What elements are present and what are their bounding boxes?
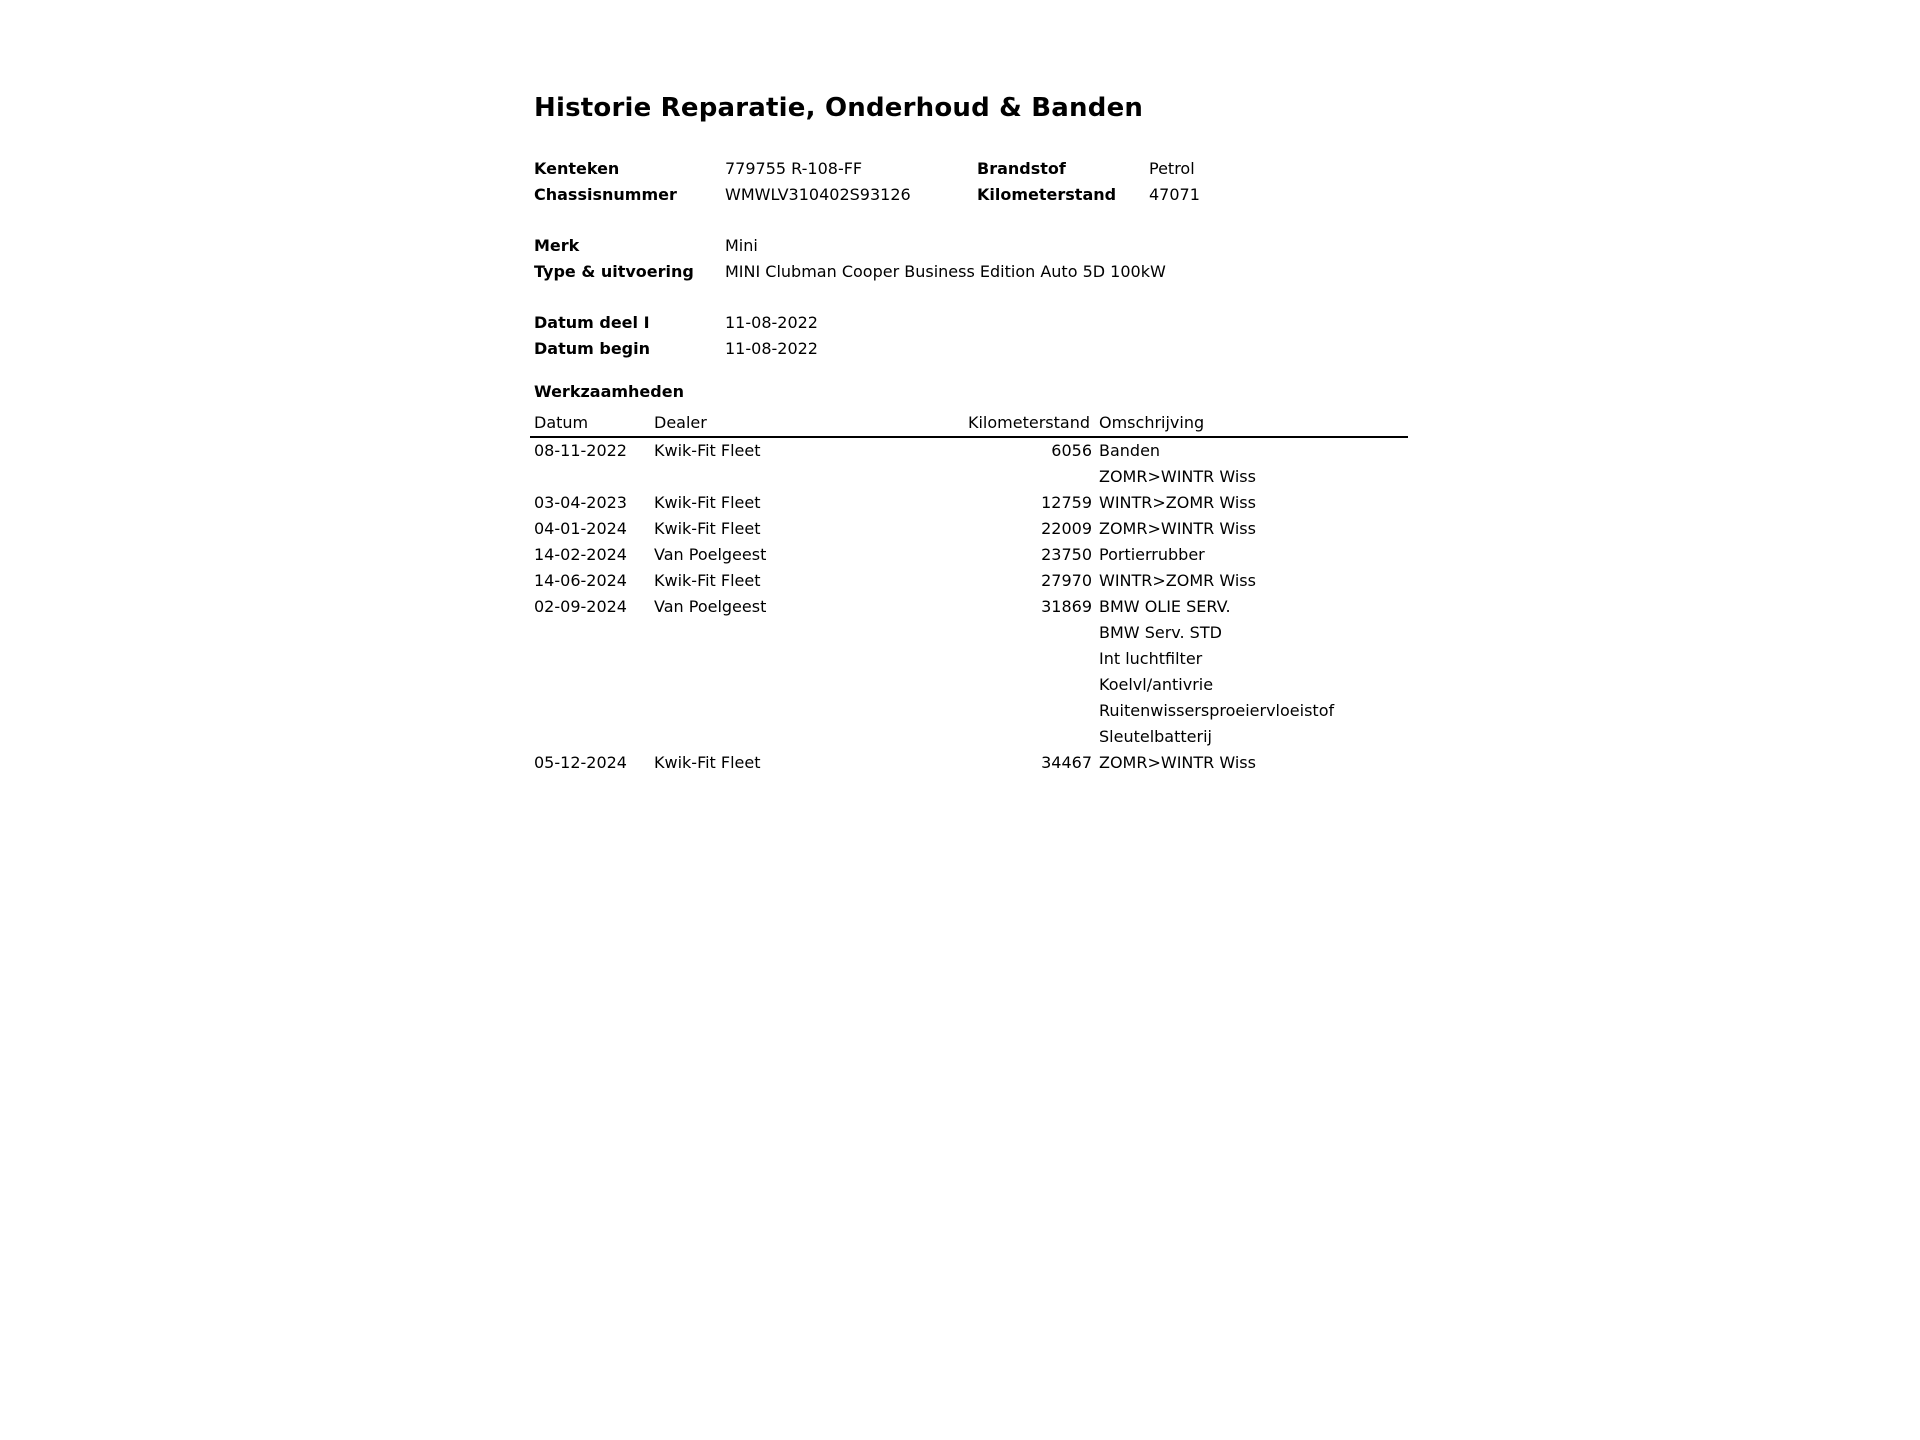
merk-value: Mini <box>725 236 758 255</box>
info-row-datum-deel <box>534 310 1414 336</box>
table-row <box>534 542 1414 568</box>
cell-dealer: Kwik-Fit Fleet <box>654 571 761 590</box>
cell-datum: 03-04-2023 <box>534 493 627 512</box>
table-row <box>534 698 1414 724</box>
cell-datum: 02-09-2024 <box>534 597 627 616</box>
brandstof-value: Petrol <box>1149 159 1195 178</box>
table-row <box>534 594 1414 620</box>
kilometerstand-label: Kilometerstand <box>977 185 1117 204</box>
table-row <box>534 516 1414 542</box>
cell-datum: 14-02-2024 <box>534 545 627 564</box>
kenteken-value: 779755 R-108-FF <box>725 159 863 178</box>
table-row <box>534 438 1414 464</box>
datum-begin-value: 11-08-2022 <box>725 339 818 358</box>
info-row-kenteken <box>534 156 1414 182</box>
cell-dealer: Kwik-Fit Fleet <box>654 441 761 460</box>
cell-omschrijving: ZOMR>WINTR Wiss <box>1099 467 1256 486</box>
header-dealer: Dealer <box>654 413 707 432</box>
kenteken-label: Kenteken <box>534 159 620 178</box>
cell-kilometerstand: 23750 <box>1041 545 1092 564</box>
cell-kilometerstand: 31869 <box>1041 597 1092 616</box>
werkzaamheden-table <box>534 410 1414 776</box>
cell-omschrijving: WINTR>ZOMR Wiss <box>1099 493 1256 512</box>
brandstof-label: Brandstof <box>977 159 1066 178</box>
cell-dealer: Kwik-Fit Fleet <box>654 519 761 538</box>
cell-omschrijving: Ruitenwissersproeiervloeistof <box>1099 701 1335 720</box>
werkzaamheden-title: Werkzaamheden <box>534 382 684 401</box>
cell-kilometerstand: 22009 <box>1041 519 1092 538</box>
table-row <box>534 464 1414 490</box>
cell-datum: 04-01-2024 <box>534 519 627 538</box>
cell-dealer: Van Poelgeest <box>654 545 767 564</box>
cell-kilometerstand: 6056 <box>1051 441 1092 460</box>
table-row <box>534 490 1414 516</box>
info-row-type <box>534 259 1414 285</box>
merk-label: Merk <box>534 236 580 255</box>
table-row <box>534 620 1414 646</box>
table-row <box>534 646 1414 672</box>
cell-omschrijving: Int luchtfilter <box>1099 649 1203 668</box>
cell-datum: 05-12-2024 <box>534 753 627 772</box>
table-row <box>534 672 1414 698</box>
kilometerstand-value: 47071 <box>1149 185 1200 204</box>
type-value: MINI Clubman Cooper Business Edition Auto 5D 100kW <box>725 262 1166 281</box>
table-row <box>534 568 1414 594</box>
cell-omschrijving: Koelvl/antivrie <box>1099 675 1214 694</box>
info-row-chassis <box>534 182 1414 208</box>
header-datum: Datum <box>534 413 589 432</box>
cell-kilometerstand: 27970 <box>1041 571 1092 590</box>
cell-omschrijving: ZOMR>WINTR Wiss <box>1099 753 1256 772</box>
info-row-datum-begin <box>534 336 1414 362</box>
table-row <box>534 724 1414 750</box>
chassis-label: Chassisnummer <box>534 185 677 204</box>
cell-omschrijving: Banden <box>1099 441 1161 460</box>
cell-omschrijving: Portierrubber <box>1099 545 1205 564</box>
cell-datum: 14-06-2024 <box>534 571 627 590</box>
info-row-merk <box>534 233 1414 259</box>
cell-omschrijving: WINTR>ZOMR Wiss <box>1099 571 1256 590</box>
datum-begin-label: Datum begin <box>534 339 650 358</box>
cell-omschrijving: Sleutelbatterij <box>1099 727 1212 746</box>
cell-omschrijving: ZOMR>WINTR Wiss <box>1099 519 1256 538</box>
cell-dealer: Van Poelgeest <box>654 597 767 616</box>
page-title: Historie Reparatie, Onderhoud & Banden <box>534 93 1144 123</box>
cell-omschrijving: BMW Serv. STD <box>1099 623 1222 642</box>
header-omschrijving: Omschrijving <box>1099 413 1205 432</box>
cell-datum: 08-11-2022 <box>534 441 627 460</box>
datum-deel-value: 11-08-2022 <box>725 313 818 332</box>
table-header <box>530 410 1408 438</box>
cell-kilometerstand: 12759 <box>1041 493 1092 512</box>
header-kilometerstand: Kilometerstand <box>967 413 1090 432</box>
cell-dealer: Kwik-Fit Fleet <box>654 493 761 512</box>
table-row <box>534 750 1414 776</box>
cell-kilometerstand: 34467 <box>1041 753 1092 772</box>
datum-deel-label: Datum deel I <box>534 313 650 332</box>
cell-omschrijving: BMW OLIE SERV. <box>1099 597 1231 616</box>
cell-dealer: Kwik-Fit Fleet <box>654 753 761 772</box>
chassis-value: WMWLV310402S93126 <box>725 185 911 204</box>
table-body <box>534 438 1414 776</box>
type-label: Type & uitvoering <box>534 262 694 281</box>
